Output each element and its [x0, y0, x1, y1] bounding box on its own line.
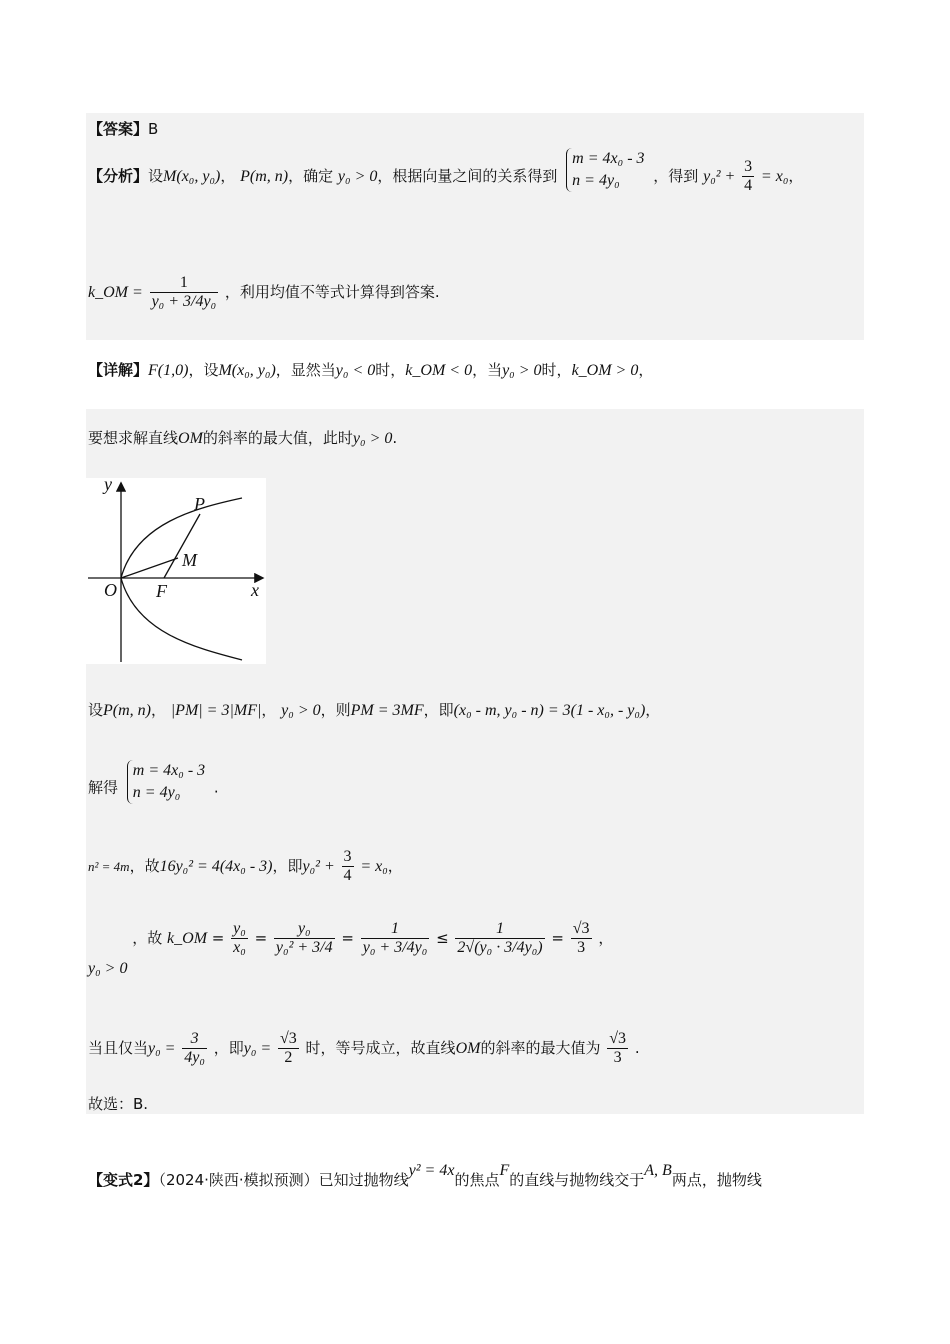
choice-line: 故选：B. — [88, 1095, 149, 1113]
system-of-equations: m = 4x₀ - 3 n = 4y₀ — [566, 148, 644, 192]
equality-condition-line: 当且仅当y₀ = $\frac{3}{\text{4y₀}}$ ，即y₀ = $\frac{√3}{2}$ 时，等号成立，故直线OM的斜率的最大值为 $\frac{√3}{3}$ . — [88, 1030, 640, 1066]
analysis-line: 【分析】设M(x₀, y₀)， P(m, n)，确定 y₀ > 0，根据向量之间的关系得到 m = 4x₀ - 3 n = 4y₀ ，得到 y₀² + $\frac{3}{4}$ = x₀， — [88, 149, 804, 194]
label-y: y — [104, 478, 112, 494]
substitution-line: n² = 4m，故16y₀² = 4(4x₀ - 3)，即y₀² + $\frac{3}{4}$ = x₀， — [88, 848, 403, 884]
set-P-line: 设P(m, n)， |PM| = 3|MF|， y₀ > 0，则PM = 3MF，即(x₀ - m, y₀ - n) = 3(1 - x₀, - y₀)， — [88, 701, 661, 719]
system-of-equations: m = 4x₀ - 3 n = 4y₀ — [127, 760, 205, 804]
parabola-diagram — [86, 478, 266, 664]
goal-line: 要想求解直线OM的斜率的最大值，此时y₀ > 0. — [88, 429, 398, 447]
point-P: P(m, n) — [240, 168, 289, 185]
variant-line: 【变式2】（2024·陕西·模拟预测）已知过抛物线y² = 4x的焦点F的直线与抛物线交于A, B两点，抛物线 — [88, 1162, 762, 1189]
parabola-figure — [86, 478, 266, 664]
fraction: $\frac{1}{\text{2√(y₀ · 3/4y₀)}}$ — [457, 920, 543, 956]
fraction: $\frac{1}{\text{y₀ + 3/4y₀}}$ — [151, 274, 217, 310]
answer-line: 【答案】B — [88, 120, 159, 138]
parabola-curve — [121, 498, 242, 660]
fraction: $\frac{1}{\text{y₀ + 3/4y₀}}$ — [362, 920, 428, 956]
label-x: x — [251, 580, 259, 600]
label-O: O — [104, 580, 117, 600]
label-P: P — [194, 494, 205, 514]
fraction: $\frac{√3}{2}$ — [279, 1030, 297, 1066]
detail-line: 【详解】F(1,0)，设M(x₀, y₀)，显然当y₀ < 0时，k_OM < 0，当y₀ > 0时，k_OM > 0， — [88, 361, 654, 379]
fraction: $\frac{3}{\text{4y₀}}$ — [184, 1030, 205, 1066]
fraction: $\frac{√3}{3}$ — [572, 920, 590, 956]
fraction: $\frac{\text{y₀}}{\text{x₀}}$ — [233, 920, 246, 956]
inequality-line: y₀ > 0 ，故 k_OM = $\frac{\text{y₀}}{\text{x₀}}$ = $\frac{\text{y₀}}{\text{y₀² + 3/4}}$ = $\frac{1}{\text{y₀ + 3/4y₀}}$ ≤ $\frac{1}{\text{2√(y₀ · 3/4y₀)}}$ = $\frac{√3}{3}$ ， — [88, 920, 614, 977]
label-F: F — [156, 581, 167, 601]
solve-line: 解得 m = 4x₀ - 3 n = 4y₀ . — [88, 772, 219, 804]
fraction: $\frac{3}{4}$ — [744, 158, 753, 194]
label-M: M — [182, 550, 197, 570]
fraction: $\frac{√3}{3}$ — [609, 1030, 627, 1066]
point-M: M(x₀, y₀) — [163, 168, 221, 185]
slope-expression-line: k_OM = $\frac{1}{\text{y₀ + 3/4y₀}}$ ，利用均值不等式计算得到答案. — [88, 274, 440, 310]
fraction: $\frac{\text{y₀}}{\text{y₀² + 3/4}}$ — [275, 920, 333, 956]
fraction: $\frac{3}{4}$ — [343, 848, 352, 884]
